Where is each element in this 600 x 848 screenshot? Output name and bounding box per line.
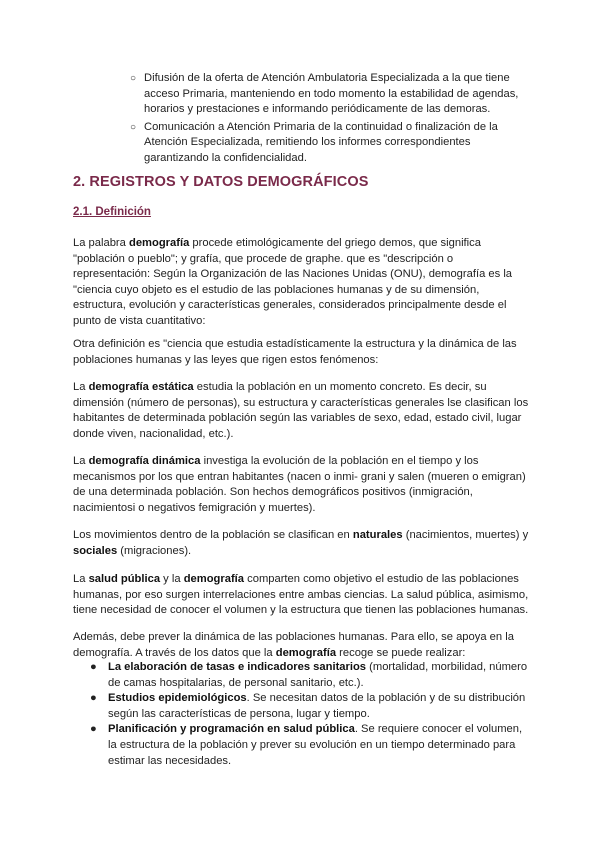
bold-term: Planificación y programación en salud pública (108, 723, 355, 736)
paragraph-other-definition (73, 337, 531, 368)
list-item (90, 660, 530, 691)
bold-term: demografía (128, 237, 190, 249)
paragraph-dynamic-demography (73, 454, 531, 516)
list-item (130, 71, 530, 118)
bold-term: demografía (183, 573, 245, 585)
list-item (90, 691, 530, 722)
bold-term: naturales (352, 529, 403, 541)
text: La (73, 455, 89, 467)
section-title: 2. REGISTROS Y DATOS DEMOGRÁFICOS (73, 174, 369, 190)
text: . Se necesitan datos de la población y de su distribución según las características de persona, lugar y tiempo. (108, 692, 526, 720)
filled-bullet-icon: ● (90, 723, 97, 736)
list-item-text: Difusión de la oferta de Atención Ambulatoria Especializada a la que tiene acceso Primaria, manteniendo en todo momento la estabilidad de agendas, horarios y prestaciones e informando periódicamente de las demoras. (144, 72, 519, 116)
circle-bullet-icon: ○ (130, 121, 137, 133)
text: comparten como objetivo el estudio de las poblaciones humanas, por eso surgen interrelaciones entre ambas ciencias. La salud pública, asimismo, tiene necesidad de conocer el volumen y la estructura que tienen las poblaciones humanas. (73, 573, 529, 617)
list-item (90, 722, 530, 769)
text: estudia la población en un momento concreto. Es decir, su dimensión (número de personas), su estructura y características generales lse clasifican los habitantes de determinada población según las variables de sexo, edad, estado civil, lugar donde viven, nacionalidad, etc.). (73, 381, 529, 440)
text: La palabra (73, 237, 129, 249)
text: La (73, 573, 89, 585)
text: investiga la evolución de la población en el tiempo y los mecanismos por los que entran habitantes (nacen o inmi- grani y salen (mueren o emigran) de una determinada población. Son hechos demográficos positivos (inmigración, nacimientosi o negativos femigración y muertes). (73, 455, 526, 514)
filled-bullet-list (90, 660, 530, 769)
bold-term: sociales (73, 544, 118, 557)
text: Además, debe prever la dinámica de las poblaciones humanas. Para ello, se apoya en la demografía. A través de los datos que la (73, 631, 514, 659)
circle-bullet-icon: ○ (130, 73, 137, 84)
paragraph-public-health (73, 572, 531, 619)
filled-bullet-icon: ● (90, 661, 97, 673)
text: (nacimientos, muertes) y (402, 529, 529, 541)
list-item-text: Comunicación a Atención Primaria de la continuidad o finalización de la Atención Especializada, remitiendo los informes correspondientes garantizando la confidencialidad. (144, 120, 498, 164)
bold-term: demografía estática (88, 381, 194, 393)
paragraph-dynamics (73, 630, 531, 661)
paragraph-static-demography (73, 380, 531, 442)
subsection-title: 2.1. Definición (73, 206, 151, 218)
text: recoge se puede realizar: (336, 646, 466, 659)
bold-term: demografía (275, 646, 337, 659)
text: y la (160, 573, 184, 585)
text: (mortalidad, morbilidad, número de camas hospitalarias, de personal sanitario, etc.). (108, 661, 528, 689)
bold-term: salud pública (88, 573, 161, 585)
bold-term: Estudios epidemiológicos (108, 692, 247, 705)
bold-term: La elaboración de tasas e indicadores sanitarios (108, 661, 367, 673)
paragraph-movements (73, 528, 531, 559)
circle-bullet-list (130, 71, 530, 167)
text: (migraciones). (117, 544, 192, 557)
paragraph-definition (73, 236, 531, 330)
text: . Se requiere conocer el volumen, la estructura de la población y prever su evolución en un tiempo determinado para estimar las necesidades. (108, 723, 523, 767)
filled-bullet-icon: ● (90, 692, 97, 705)
bold-term: demografía dinámica (88, 455, 201, 467)
text: procede etimológicamente del griego demos, que significa "población o pueblo"; y grafía, que procede de graphe. que es "descripción o representación: Según la Organización de las Naciones Unidas (ONU), demografía es la "ciencia cuyo objeto es el estudio de las poblaciones humanas y de su dimensión, estructura, evolución y características generales, considerados principalmente desde el punto de vista cuantitativo: (73, 237, 513, 327)
list-item (130, 120, 530, 167)
text: La (73, 381, 89, 393)
text: Los movimientos dentro de la población se clasifican en (73, 529, 353, 541)
text: Otra definición es "ciencia que estudia estadísticamente la estructura y la dinámica de las poblaciones humanas y las leyes que rigen estos fenómenos: (73, 338, 517, 366)
